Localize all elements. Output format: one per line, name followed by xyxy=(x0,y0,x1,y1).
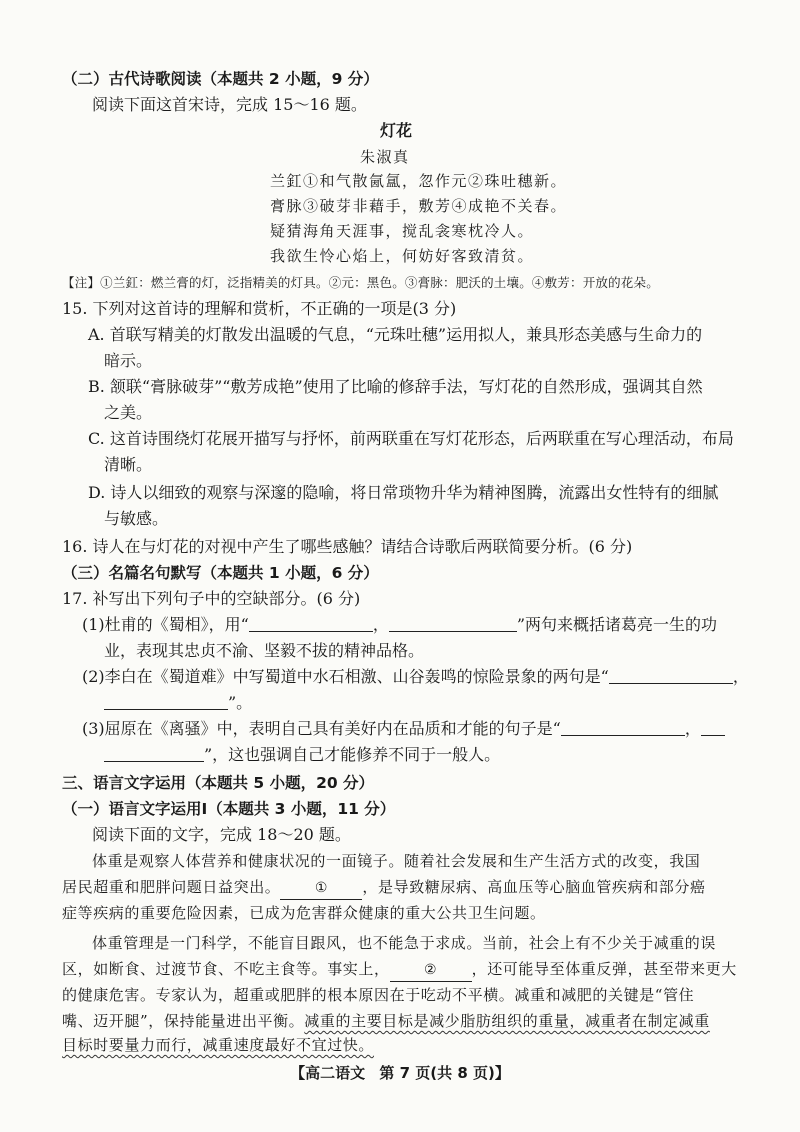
question-17-part-3 xyxy=(82,718,725,740)
option-a-line-2: 暗示。 xyxy=(104,351,153,370)
part-2-comma: ， xyxy=(732,667,749,686)
poem-line-1: 兰釭①和气散氤氲，忽作元②珠吐穗新。 xyxy=(270,172,568,190)
poem-note: 【注】①兰釭：燃兰膏的灯，泛指精美的灯具。②元：黑色。③膏脉：肥沃的土壤。④敷芳：开放的花朵。 xyxy=(62,275,659,290)
poetry-intro: 阅读下面这首宋诗，完成 15～16 题。 xyxy=(92,95,367,114)
blank-3-1[interactable] xyxy=(561,719,685,736)
part-3-comma: ， xyxy=(684,719,701,738)
blank-1-1[interactable] xyxy=(249,615,373,632)
blank-2-2[interactable] xyxy=(104,693,228,710)
passage-line-3: 症等疾病的重要危险因素，已成为危害群众健康的重大公共卫生问题。 xyxy=(62,904,546,922)
passage-line-2-a: 居民超重和肥胖问题日益突出。 xyxy=(62,878,281,896)
passage-blank-1[interactable]: ① xyxy=(280,877,362,900)
section-language-heading: 三、语言文字运用（本题共 5 小题，20 分） xyxy=(62,774,375,792)
passage-line-5-a: 区，如断食、过渡节食、不吃主食等。事实上， xyxy=(62,960,390,978)
section-mingju-heading: （三）名篇名句默写（本题共 1 小题，6 分） xyxy=(62,564,379,582)
passage-wavy-sentence-2: 目标时要量力而行，减重速度最好不宜过快。 xyxy=(62,1036,375,1054)
question-16: 16. 诗人在与灯花的对视中产生了哪些感触？请结合诗歌后两联简要分析。(6 分) xyxy=(62,537,633,556)
part-3-text-a: (3)屈原在《离骚》中，表明自己具有美好内在品质和才能的句子是“ xyxy=(82,719,561,738)
part-1-comma: ， xyxy=(372,615,389,634)
passage-wavy-sentence-1: 减重的主要目标是减少脂肪组织的重量，减重者在制定减重 xyxy=(304,1012,710,1030)
section-poetry-heading: （二）古代诗歌阅读（本题共 2 小题，9 分） xyxy=(62,70,379,88)
question-17-part-1-continued: 业，表现其忠贞不渝、坚毅不拔的精神品格。 xyxy=(104,641,425,660)
option-c-line-1: C. 这首诗围绕灯花展开描写与抒怀，前两联重在写灯花形态，后两联重在写心理活动，布局 xyxy=(88,429,734,448)
passage-line-1: 体重是观察人体营养和健康状况的一面镜子。随着社会发展和生产生活方式的改变，我国 xyxy=(92,852,701,870)
passage-line-8 xyxy=(62,1034,374,1056)
passage-blank-2[interactable]: ② xyxy=(390,959,472,982)
blank-3-2[interactable] xyxy=(104,745,204,762)
poem-title: 灯花 xyxy=(380,121,413,140)
blank-3-2-start[interactable] xyxy=(701,719,725,736)
language-intro: 阅读下面的文字，完成 18～20 题。 xyxy=(92,825,351,844)
part-2-text-a: (2)李白在《蜀道难》中写蜀道中水石相激、山谷轰鸣的惊险景象的两句是“ xyxy=(82,667,609,686)
option-a-line-1: A. 首联写精美的灯散发出温暖的气息，“元珠吐穗”运用拟人，兼具形态美感与生命力的 xyxy=(88,325,703,344)
passage-line-2 xyxy=(62,876,706,900)
passage-line-7-a: 嘴、迈开腿”，保持能量进出平衡。 xyxy=(62,1012,305,1030)
blank-2-1[interactable] xyxy=(609,667,733,684)
footer-page-number: 第 7 页(共 8 页)】 xyxy=(379,1064,510,1082)
poem-line-2: 膏脉③破芽非藉手，敷芳④成艳不关春。 xyxy=(270,197,568,215)
part-2-text-c: ”。 xyxy=(228,693,253,712)
section-language-1-heading: （一）语言文字运用Ⅰ（本题共 3 小题，11 分） xyxy=(62,800,396,818)
option-b-line-1: B. 颔联“膏脉破芽”“敷芳成艳”使用了比喻的修辞手法，写灯花的自然形成，强调其自然 xyxy=(88,377,703,396)
part-1-text-a: (1)杜甫的《蜀相》，用“ xyxy=(82,615,249,634)
part-3-text-c: ”，这也强调自己才能修养不同于一般人。 xyxy=(204,745,501,764)
question-17-part-2 xyxy=(82,666,749,688)
page-footer xyxy=(0,1062,800,1083)
footer-subject: 【高二语文 xyxy=(290,1064,366,1082)
option-b-line-2: 之美。 xyxy=(104,403,153,422)
option-c-line-2: 清晰。 xyxy=(104,455,153,474)
question-15-stem: 15. 下列对这首诗的理解和赏析，不正确的一项是(3 分) xyxy=(62,299,457,318)
question-17-stem: 17. 补写出下列句子中的空缺部分。(6 分) xyxy=(62,589,361,608)
poem-line-3: 疑猜海角天涯事，搅乱衾寒枕冷人。 xyxy=(270,222,535,240)
question-17-part-1 xyxy=(82,614,717,636)
option-d-line-1: D. 诗人以细致的观察与深邃的隐喻，将日常琐物升华为精神图腾，流露出女性特有的细腻 xyxy=(88,483,719,502)
passage-line-5-b: ，还可能导至体重反弹，甚至带来更大 xyxy=(471,960,737,978)
question-17-part-3-continued xyxy=(104,744,500,766)
question-17-part-2-continued xyxy=(104,692,252,714)
passage-line-5 xyxy=(62,958,737,982)
blank-1-2[interactable] xyxy=(389,615,517,632)
passage-line-2-b: ，是导致糖尿病、高血压等心脑血管疾病和部分癌 xyxy=(362,878,706,896)
poem-author: 朱淑真 xyxy=(360,148,410,166)
part-1-text-c: ”两句来概括诸葛亮一生的功 xyxy=(516,615,718,634)
passage-line-6: 的健康危害。专家认为，超重或肥胖的根本原因在于吃动不平横。减重和减肥的关键是“管住 xyxy=(62,986,695,1004)
option-d-line-2: 与敏感。 xyxy=(104,509,169,528)
passage-line-4: 体重管理是一门科学，不能盲目跟风，也不能急于求成。当前，社会上有不少关于减重的误 xyxy=(92,934,717,952)
passage-line-7 xyxy=(62,1010,710,1032)
poem-line-4: 我欲生怜心焰上，何妨好客致清贫。 xyxy=(270,247,535,265)
